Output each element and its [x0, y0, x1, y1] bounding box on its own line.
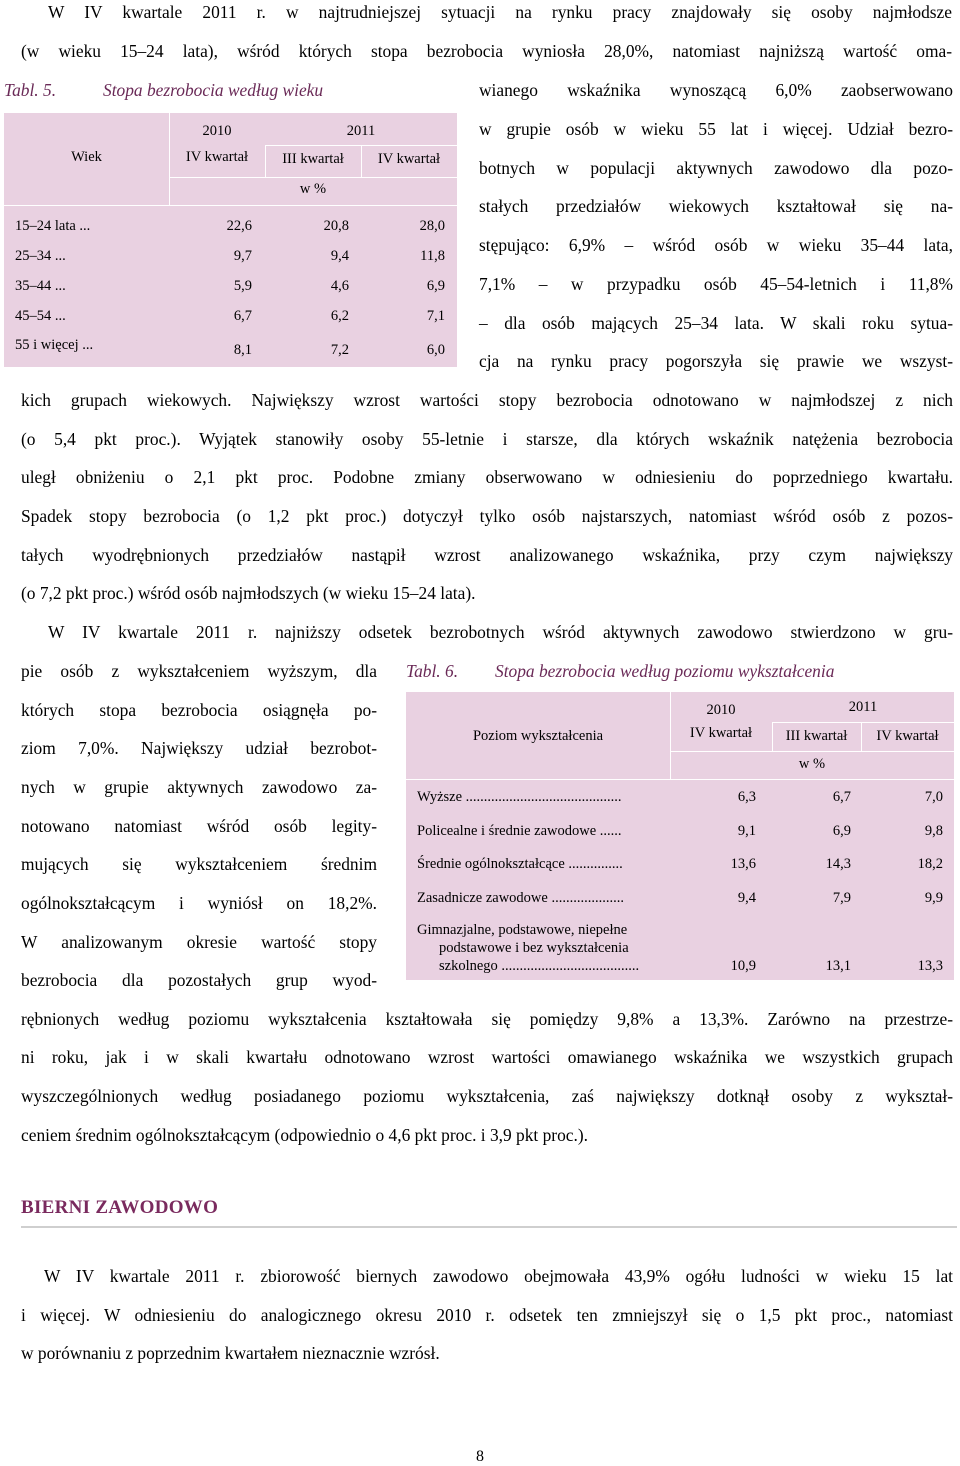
- right-col-line-3: botnych w populacji aktywnych zawodowo dla pozo-: [479, 158, 953, 178]
- left-col-line-6: mujących się wykształceniem średnim: [21, 854, 377, 874]
- para1-line-1: kich grupach wiekowych. Największy wzrost wartości stopy bezrobocia odnotowano w najmłodszej z nich: [21, 390, 953, 410]
- page-number: 8: [476, 1448, 484, 1465]
- table5-header-age: Wiek: [71, 149, 102, 165]
- table6-header-2011: 2011: [848, 699, 878, 715]
- table6-header-2010-q4: IV kwartał: [689, 725, 753, 741]
- right-col-line-6: 7,1% – w przypadku osób 45–54-letnich i 11,8%: [479, 274, 953, 294]
- para1-line-6: (o 7,2 pkt proc.) wśród osób najmłodszych (w wieku 15–24 lata).: [21, 583, 476, 603]
- table6-header-2010: 2010: [706, 702, 736, 718]
- left-col-line-4: nych w grupie aktywnych zawodowo za-: [21, 777, 377, 797]
- right-col-line-8: cja na rynku pracy pogorszyła się prawie we wszyst-: [479, 351, 953, 371]
- table5-unit: w %: [299, 181, 327, 197]
- right-col-line-7: – dla osób mających 25–34 lata. W skali roku sytua-: [479, 313, 953, 333]
- table6-title: Stopa bezrobocia według poziomu wykształcenia: [495, 661, 835, 681]
- table5-title: Stopa bezrobocia według wieku: [103, 80, 324, 100]
- left-col-line-2: których stopa bezrobocia osiągnęła po-: [21, 700, 377, 720]
- para1-line-2: (o 5,4 pkt proc.). Wyjątek stanowiły osoby 55-letnie i starsze, dla których wskaźnik natężenia bezrobocia: [21, 429, 953, 449]
- left-col-line-7: ogólnokształcącym i wyniósł on 18,2%.: [21, 893, 377, 913]
- left-col-line-8: W analizowanym okresie wartość stopy: [21, 932, 377, 952]
- table5: Wiek 2010 IV kwartał 2011 III kwartał IV kwartał w % 15–24 lata ... 22,6 20,8 28,0 25–34 ... 9,7 9,4 11,8 35–44 ... 5,9 4,6 6,9 45–54 ... 6,7 6,2 7,1 55 i więcej ... 8,1 7,2 6,0: [4, 113, 457, 367]
- section-heading: BIERNI ZAWODOWO: [21, 1197, 219, 1218]
- para4-line-3: w porównaniu z poprzednim kwartałem nieznacznie wzrósł.: [21, 1343, 440, 1363]
- section-divider: [21, 1226, 957, 1228]
- table5-header-2011-q4: IV kwartał: [377, 151, 441, 167]
- para1-line-4: Spadek stopy bezrobocia (o 1,2 pkt proc.) dotyczył tylko osób najstarszych, natomiast wśród osób z pozos-: [21, 506, 953, 526]
- table5-header-2011-q3: III kwartał: [282, 151, 344, 167]
- para1-line-3: uległ obniżeniu o 2,1 pkt proc. Podobne zmiany obserwowano w odniesieniu do poprzedniego kwartału.: [21, 467, 953, 487]
- table5-label: Tabl. 5.: [4, 80, 57, 100]
- para3-line-3: wyszczególnionych według posiadanego poziomu wykształcenia, zaś największy dotknął osoby z wykształ-: [21, 1086, 953, 1106]
- table6-label: Tabl. 6.: [406, 661, 459, 681]
- right-col-line-4: stałych przedziałów wiekowych kształtował się na-: [479, 196, 953, 216]
- para4-line-2: i więcej. W odniesieniu do analogicznego okresu 2010 r. odsetek ten zmniejszył się o 1,5 pkt proc., natomiast: [21, 1305, 953, 1325]
- intro-line-2: (w wieku 15–24 lata), wśród których stopa bezrobocia wyniosła 28,0%, natomiast najniższą wartość oma-: [21, 41, 952, 61]
- table6-header-2011-q4: IV kwartał: [876, 728, 939, 744]
- table6-header-2011-q3: III kwartał: [785, 728, 848, 744]
- table6: Poziom wykształcenia 2010 IV kwartał 2011 III kwartał IV kwartał w % Wyższe ........................................... 6,3 6,7 7,0 Policealne i średnie zawodowe ...... 9,1 6,9 9,8 Średnie ogólnokształcące ............... 13,6 14,3 18,2 Zasadnicze zawodowe .................... 9,4 7,9 9,9 Gimnazjalne, podstawowe, niepełne podstawowe i bez wykształcenia szkolnego ...................................... 10,9 13,1 13,3: [406, 692, 954, 980]
- intro-line-1: W IV kwartale 2011 r. w najtrudniejszej sytuacji na rynku pracy znajdowały się osoby najmłodsze: [48, 2, 952, 22]
- table5-header-2010-q4: IV kwartał: [185, 149, 249, 165]
- table5-header-2011: 2011: [346, 123, 376, 139]
- left-col-line-3: ziom 7,0%. Największy udział bezrobot-: [21, 738, 377, 758]
- para1-line-5: tałych wyodrębnionych przedziałów nastąpił wzrost analizowanego wskaźnika, przy czym największy: [21, 545, 953, 565]
- para4-line-1: W IV kwartale 2011 r. zbiorowość biernych zawodowo obejmowała 43,9% ogółu ludności w wieku 15 lat: [44, 1266, 953, 1286]
- para3-line-1: rębnionych według poziomu wykształcenia kształtowała się pomiędzy 9,8% a 13,3%. Zarówno na przestrze-: [21, 1009, 953, 1029]
- right-col-line-5: stępująco: 6,9% – wśród osób w wieku 35–44 lata,: [479, 235, 953, 255]
- left-col-line-9: bezrobocia dla pozostałych grup wyod-: [21, 970, 377, 990]
- left-col-line-5: notowano natomiast wśród osób legity-: [21, 816, 377, 836]
- para2-line-1: W IV kwartale 2011 r. najniższy odsetek bezrobotnych wśród aktywnych zawodowo stwierdzono w gru-: [48, 622, 953, 642]
- table6-unit: w %: [798, 756, 826, 772]
- left-col-line-1: pie osób z wykształceniem wyższym, dla: [21, 661, 377, 681]
- table5-header-2010: 2010: [202, 123, 232, 139]
- para3-line-2: ni roku, jak i w skali kwartału odnotowano wzrost wartości omawianego wskaźnika we wszystkich grupach: [21, 1047, 953, 1067]
- para3-line-4: ceniem średnim ogólnokształcącym (odpowiednio o 4,6 pkt proc. i 3,9 pkt proc.).: [21, 1125, 588, 1145]
- right-col-line-2: w grupie osób w wieku 55 lat i więcej. Udział bezro-: [479, 119, 953, 139]
- right-col-line-1: wianego wskaźnika wynoszącą 6,0% zaobserwowano: [479, 80, 953, 100]
- table6-header-level: Poziom wykształcenia: [472, 728, 604, 744]
